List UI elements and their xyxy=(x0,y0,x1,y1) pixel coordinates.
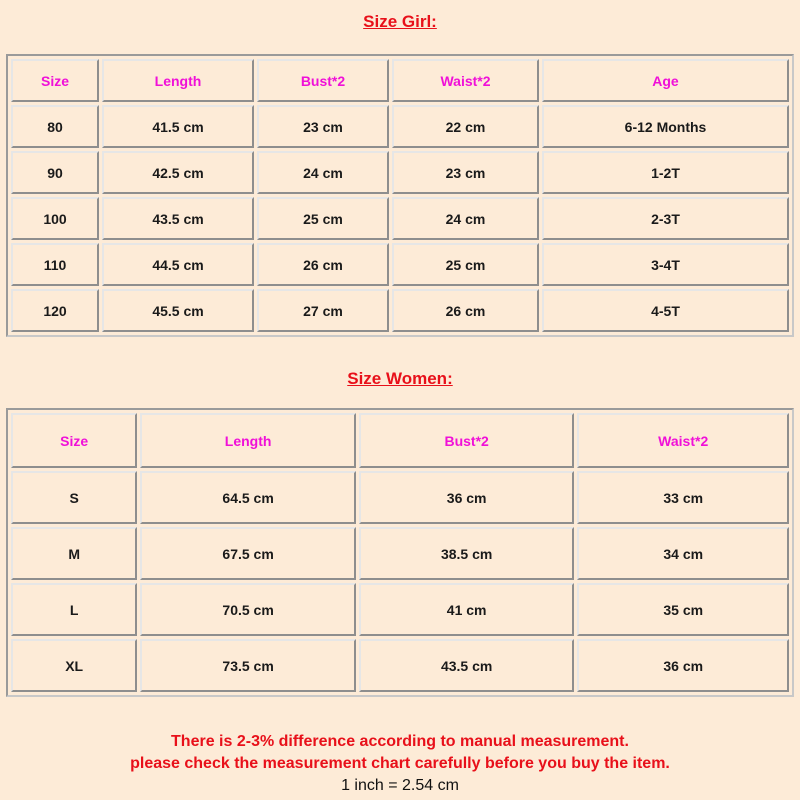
check-chart-note: please check the measurement chart carefully before you buy the item. xyxy=(130,755,670,772)
cell-bust: 27 cm xyxy=(257,289,389,332)
cell-size: S xyxy=(11,471,137,524)
cell-length: 64.5 cm xyxy=(140,471,356,524)
measurement-difference-note: There is 2-3% difference according to manual measurement. xyxy=(171,733,629,750)
cell-size: 120 xyxy=(11,289,99,332)
cell-age: 1-2T xyxy=(542,151,789,194)
women-size-table xyxy=(6,408,794,697)
cell-bust: 36 cm xyxy=(359,471,575,524)
table-row xyxy=(11,639,789,692)
cell-size: 100 xyxy=(11,197,99,240)
cell-waist: 22 cm xyxy=(392,105,539,148)
cell-length: 70.5 cm xyxy=(140,583,356,636)
cell-waist: 25 cm xyxy=(392,243,539,286)
women-size-title: Size Women: xyxy=(347,369,453,388)
cell-waist: 23 cm xyxy=(392,151,539,194)
cell-size: L xyxy=(11,583,137,636)
cell-size: M xyxy=(11,527,137,580)
table-row xyxy=(11,527,789,580)
cell-bust: 25 cm xyxy=(257,197,389,240)
table-row xyxy=(11,151,789,194)
cell-size: XL xyxy=(11,639,137,692)
header-waist: Waist*2 xyxy=(577,413,789,468)
table-row xyxy=(11,471,789,524)
cell-length: 43.5 cm xyxy=(102,197,254,240)
cell-size: 90 xyxy=(11,151,99,194)
cell-size: 80 xyxy=(11,105,99,148)
girl-size-table xyxy=(6,54,794,337)
table-row xyxy=(11,289,789,332)
header-age: Age xyxy=(542,59,789,102)
cell-bust: 38.5 cm xyxy=(359,527,575,580)
cell-waist: 34 cm xyxy=(577,527,789,580)
cell-waist: 24 cm xyxy=(392,197,539,240)
table-row xyxy=(11,105,789,148)
header-waist: Waist*2 xyxy=(392,59,539,102)
cell-age: 6-12 Months xyxy=(542,105,789,148)
cell-waist: 36 cm xyxy=(577,639,789,692)
cell-age: 3-4T xyxy=(542,243,789,286)
cell-age: 4-5T xyxy=(542,289,789,332)
cell-size: 110 xyxy=(11,243,99,286)
table-header-row xyxy=(11,59,789,102)
girl-size-title: Size Girl: xyxy=(363,12,437,31)
cell-length: 42.5 cm xyxy=(102,151,254,194)
header-length: Length xyxy=(140,413,356,468)
cell-length: 44.5 cm xyxy=(102,243,254,286)
header-size: Size xyxy=(11,413,137,468)
cell-age: 2-3T xyxy=(542,197,789,240)
header-length: Length xyxy=(102,59,254,102)
cell-waist: 35 cm xyxy=(577,583,789,636)
cell-length: 45.5 cm xyxy=(102,289,254,332)
cell-waist: 26 cm xyxy=(392,289,539,332)
table-header-row xyxy=(11,413,789,468)
cell-bust: 24 cm xyxy=(257,151,389,194)
header-bust: Bust*2 xyxy=(359,413,575,468)
cell-length: 41.5 cm xyxy=(102,105,254,148)
table-row xyxy=(11,197,789,240)
inch-conversion-note: 1 inch = 2.54 cm xyxy=(341,777,459,794)
cell-bust: 26 cm xyxy=(257,243,389,286)
cell-bust: 43.5 cm xyxy=(359,639,575,692)
table-row xyxy=(11,243,789,286)
cell-length: 67.5 cm xyxy=(140,527,356,580)
cell-bust: 23 cm xyxy=(257,105,389,148)
header-bust: Bust*2 xyxy=(257,59,389,102)
cell-length: 73.5 cm xyxy=(140,639,356,692)
cell-bust: 41 cm xyxy=(359,583,575,636)
header-size: Size xyxy=(11,59,99,102)
cell-waist: 33 cm xyxy=(577,471,789,524)
table-row xyxy=(11,583,789,636)
